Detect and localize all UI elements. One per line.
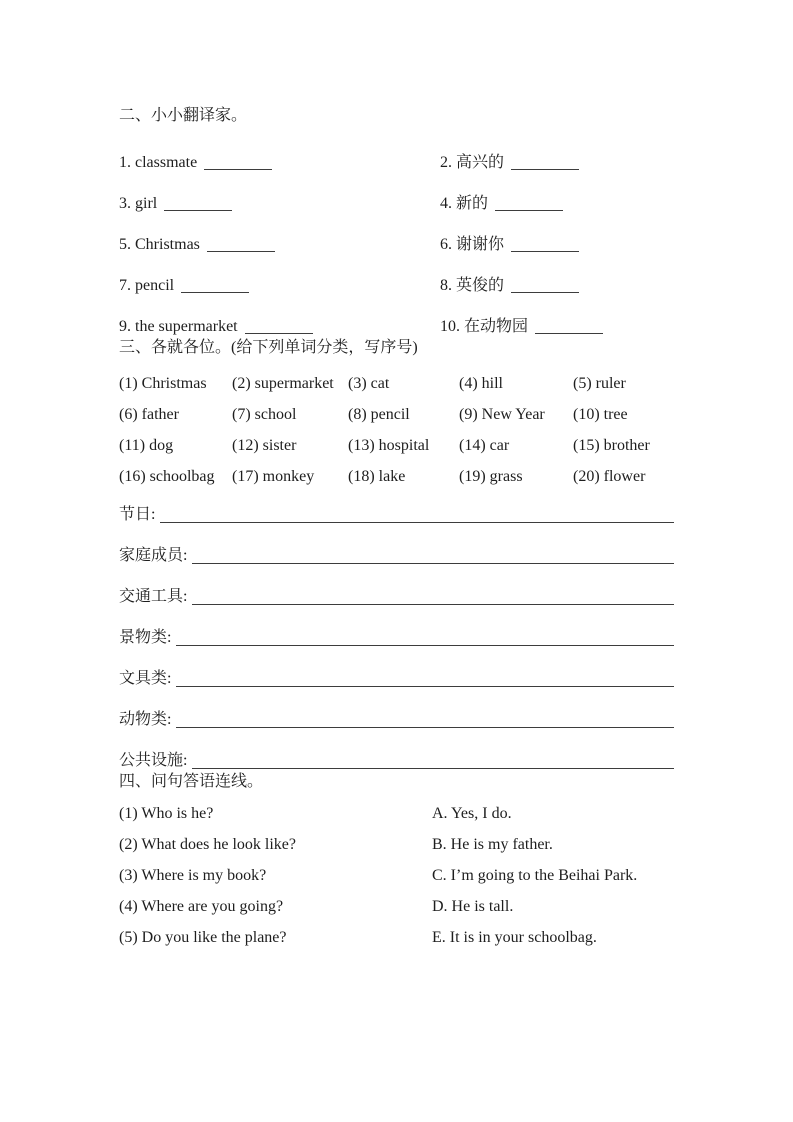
category-row-transport [119,586,674,607]
category-blank-scenery [176,627,674,646]
translation-item-1-label: 1. classmate [119,154,198,171]
translation-item-5 [119,234,440,255]
translation-item-8 [440,275,674,296]
translation-item-6 [440,234,674,255]
translation-grid [119,152,674,337]
translation-item-10 [440,316,674,337]
category-row-family [119,545,674,566]
translation-item-7 [119,275,440,296]
word-17: (17) monkey [232,468,315,485]
word-2: (2) supermarket [232,375,334,392]
category-label-stationery: 文具类: [119,670,172,687]
translation-item-1-blank [204,157,272,170]
category-lines [119,504,674,771]
category-label-festival: 节日: [119,506,156,523]
word-7: (7) school [232,406,297,423]
section-translation [119,105,674,337]
section-translation-title: 二、小小翻译家。 [119,107,248,124]
section-classify [119,337,674,771]
category-label-public-facility: 公共设施: [119,752,188,769]
translation-item-8-blank [511,280,579,293]
translation-item-4-blank [495,198,563,211]
word-5: (5) ruler [573,375,626,392]
question-5: (5) Do you like the plane? [119,929,287,946]
answer-d: D. He is tall. [432,898,514,915]
question-2: (2) What does he look like? [119,836,296,853]
category-blank-stationery [176,668,674,687]
word-20: (20) flower [573,468,646,485]
word-grid [119,373,674,487]
word-18: (18) lake [348,468,406,485]
question-4: (4) Where are you going? [119,898,284,915]
translation-item-2 [440,152,674,173]
answer-a: A. Yes, I do. [432,805,512,822]
translation-item-9-blank [245,321,313,334]
section-match [119,771,674,948]
category-row-public-facility [119,750,674,771]
word-12: (12) sister [232,437,297,454]
translation-item-3-blank [164,198,232,211]
translation-item-5-blank [207,239,275,252]
category-row-animal [119,709,674,730]
translation-item-4-label: 4. 新的 [440,195,489,212]
translation-item-7-label: 7. pencil [119,277,175,294]
match-grid [119,803,674,948]
word-8: (8) pencil [348,406,410,423]
word-13: (13) hospital [348,437,430,454]
answer-c: C. I’m going to the Beihai Park. [432,867,638,884]
category-label-family: 家庭成员: [119,547,188,564]
word-19: (19) grass [459,468,523,485]
word-3: (3) cat [348,375,390,392]
section-match-title: 四、问句答语连线。 [119,773,264,790]
word-4: (4) hill [459,375,503,392]
translation-item-2-blank [511,157,579,170]
translation-item-1 [119,152,440,173]
translation-item-9 [119,316,440,337]
word-9: (9) New Year [459,406,545,423]
section-classify-title: 三、各就各位。(给下列单词分类，写序号) [119,339,418,356]
translation-item-6-label: 6. 谢谢你 [440,236,505,253]
question-3: (3) Where is my book? [119,867,267,884]
translation-item-8-label: 8. 英俊的 [440,277,505,294]
category-blank-public-facility [192,750,674,769]
translation-item-2-label: 2. 高兴的 [440,154,505,171]
question-1: (1) Who is he? [119,805,214,822]
translation-item-5-label: 5. Christmas [119,236,200,253]
translation-item-3-label: 3. girl [119,195,158,212]
category-label-scenery: 景物类: [119,629,172,646]
word-11: (11) dog [119,437,174,454]
translation-item-7-blank [181,280,249,293]
translation-item-10-blank [535,321,603,334]
word-16: (16) schoolbag [119,468,215,485]
category-blank-family [192,545,674,564]
answer-b: B. He is my father. [432,836,553,853]
translation-item-3 [119,193,440,214]
word-10: (10) tree [573,406,628,423]
translation-item-10-label: 10. 在动物园 [440,318,529,335]
word-15: (15) brother [573,437,650,454]
word-1: (1) Christmas [119,375,207,392]
translation-item-4 [440,193,674,214]
word-6: (6) father [119,406,179,423]
category-label-transport: 交通工具: [119,588,188,605]
word-14: (14) car [459,437,510,454]
category-blank-festival [160,504,674,523]
category-label-animal: 动物类: [119,711,172,728]
answer-e: E. It is in your schoolbag. [432,929,597,946]
category-blank-animal [176,709,674,728]
category-row-festival [119,504,674,525]
category-row-scenery [119,627,674,648]
category-row-stationery [119,668,674,689]
translation-item-6-blank [511,239,579,252]
category-blank-transport [192,586,674,605]
translation-item-9-label: 9. the supermarket [119,318,238,335]
